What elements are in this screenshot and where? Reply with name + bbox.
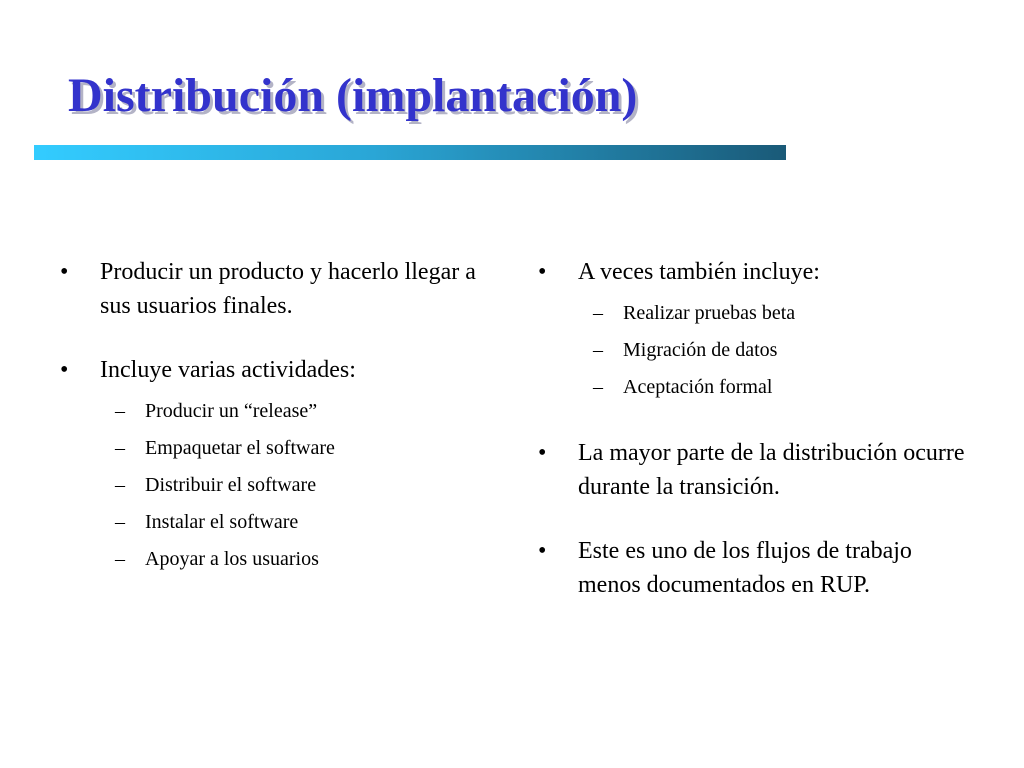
bullet-marker: • [60,259,69,285]
sub-item [538,295,978,332]
bullet-item [538,436,978,504]
sub-item-text: Empaquetar el software [145,437,335,459]
sub-item-text: Apoyar a los usuarios [145,548,319,570]
bullet-item [538,534,978,602]
sub-marker: – [115,400,125,422]
sub-marker: – [593,339,603,361]
sub-list [578,295,978,406]
bullet-text: Producir un producto y hacerlo llegar a sus usuarios finales. [100,259,476,319]
sub-marker: – [115,437,125,459]
bullet-text: A veces también incluye: [578,259,820,285]
sub-item-text: Realizar pruebas beta [623,302,796,324]
bullet-item [60,255,480,323]
sub-item [60,467,480,504]
slide-title: Distribución (implantación) [68,69,638,122]
bullet-text: Incluye varias actividades: [100,357,356,383]
sub-marker: – [115,474,125,496]
sub-item-text: Aceptación formal [623,376,773,398]
sub-item [60,430,480,467]
bullet-text: La mayor parte de la distribución ocurre durante la transición. [578,440,965,500]
sub-marker: – [115,511,125,533]
sub-item [538,369,978,406]
right-column [538,255,978,632]
bullet-text: Este es uno de los flujos de trabajo menos documentados en RUP. [578,538,912,598]
bullet-marker: • [538,440,547,466]
left-column [60,255,480,608]
bullet-marker: • [538,538,547,564]
bullet-marker: • [538,259,547,285]
sub-item [538,332,978,369]
bullet-marker: • [60,357,69,383]
sub-list [100,393,480,578]
sub-marker: – [593,302,603,324]
sub-item-text: Instalar el software [145,511,299,533]
sub-marker: – [115,548,125,570]
sub-item-text: Distribuir el software [145,474,317,496]
title-underline-bar [34,145,786,160]
sub-item [60,504,480,541]
sub-item [60,541,480,578]
bullet-item [60,353,480,578]
sub-item [60,393,480,430]
sub-marker: – [593,376,603,398]
bullet-item [538,255,978,406]
sub-item-text: Migración de datos [623,339,778,361]
sub-item-text: Producir un “release” [145,400,318,422]
